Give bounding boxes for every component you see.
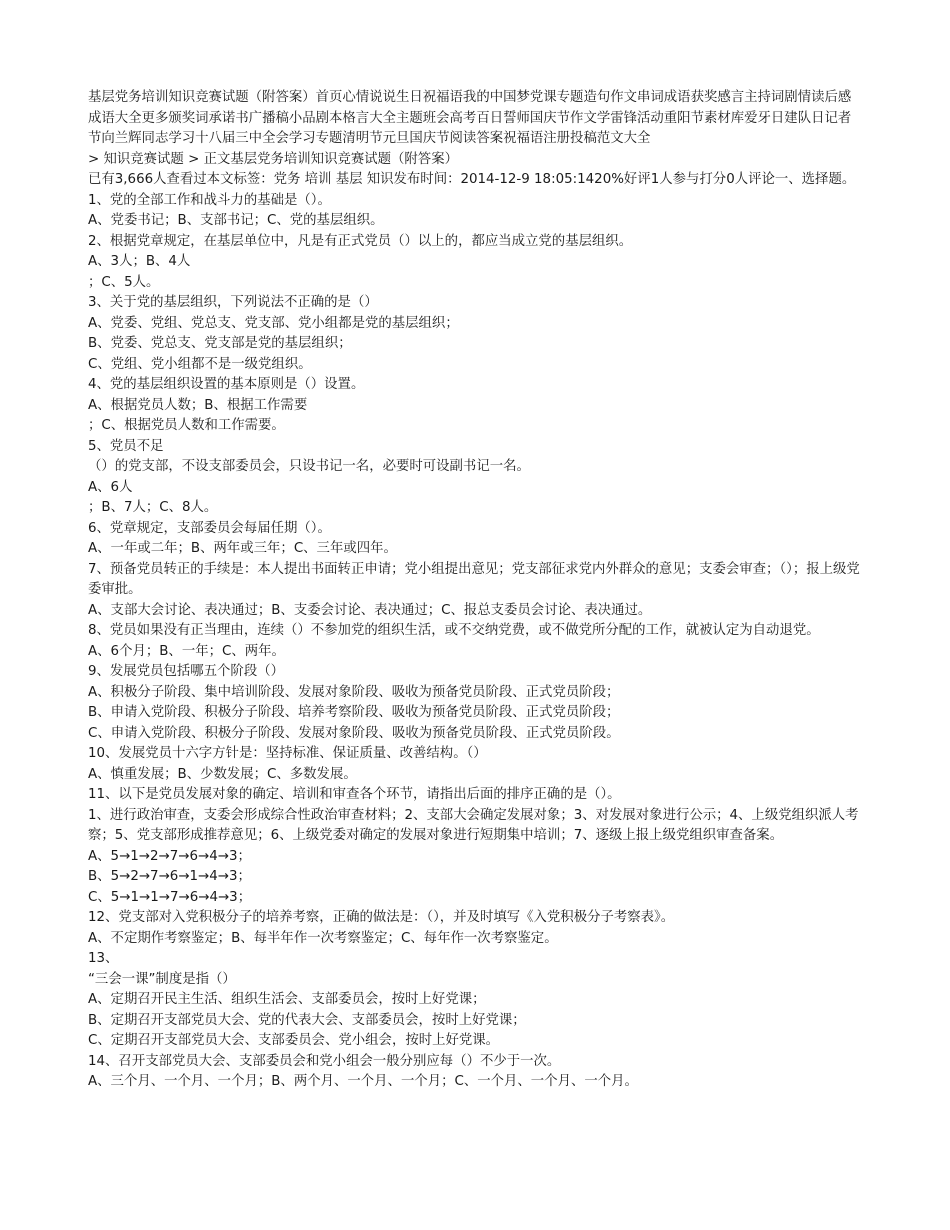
content-line: 9、发展党员包括哪五个阶段（） <box>88 664 284 679</box>
content-line: 13、 <box>88 951 119 966</box>
content-line: A、3人；B、4人 <box>88 254 191 269</box>
article-body <box>88 191 860 1093</box>
content-line: A、6人 <box>88 479 133 495</box>
content-line: ；C、5人。 <box>88 274 160 290</box>
content-line: 2、根据党章规定，在基层单位中，凡是有正式党员（）以上的，都应当成立党的基层组织。 <box>88 233 633 249</box>
content-line: 12、党支部对入党积极分子的培养考察，正确的做法是：（），并及时填写《入党积极分子考察表》。 <box>88 910 675 925</box>
content-line: 5、党员不足 <box>88 438 164 454</box>
breadcrumb-current: 正文基层党务培训知识竞赛试题（附答案） <box>203 151 458 167</box>
content-line: 7、预备党员转正的手续是：本人提出书面转正申请；党小组提出意见；党支部征求党内外群众的意见；支委会审查；（）；报上级党委审批。 <box>88 561 860 597</box>
content-line: C、申请入党阶段、积极分子阶段、发展对象阶段、吸收为预备党员阶段、正式党员阶段。 <box>88 725 620 741</box>
content-line: A、积极分子阶段、集中培训阶段、发展对象阶段、吸收为预备党员阶段、正式党员阶段； <box>88 684 620 700</box>
content-line: C、党组、党小组都不是一级党组织。 <box>88 356 312 372</box>
content-line: B、党委、党总支、党支部是党的基层组织； <box>88 336 352 351</box>
content-line: A、不定期作考察鉴定；B、每半年作一次考察鉴定；C、每年作一次考察鉴定。 <box>88 930 558 946</box>
header-title-and-nav: 基层党务培训知识竞赛试题（附答案）首页心情说说生日祝福语我的中国梦党课专题造句作文串词成语获奖感言主持词剧情读后感成语大全更多颁奖词承诺书广播稿小品剧本格言大全主题班会高考百日誓师国庆节作文学雷锋活动重阳节素材库爱牙日建队日记者节向兰辉同志学习十八届三中全会学习专题清明节元旦国庆节阅读答案祝福语注册投稿范文大全 <box>88 90 852 146</box>
content-line: 6、党章规定，支部委员会每届任期（）。 <box>88 520 331 536</box>
content-line: ；B、7人；C、8人。 <box>88 500 218 515</box>
breadcrumb-category-link[interactable]: 知识竞赛试题 <box>103 151 184 167</box>
breadcrumb <box>88 150 860 171</box>
content-line: 11、以下是党员发展对象的确定、培训和审查各个环节，请指出后面的排序正确的是（）。 <box>88 787 621 802</box>
content-line: 4、党的基层组织设置的基本原则是（）设置。 <box>88 377 365 392</box>
content-line: A、三个月、一个月、一个月；B、两个月、一个月、一个月；C、一个月、一个月、一个月。 <box>88 1074 638 1089</box>
content-line: ；C、根据党员人数和工作需要。 <box>88 418 285 433</box>
content-line: 1、进行政治审查，支委会形成综合性政治审查材料；2、支部大会确定发展对象；3、对发展对象进行公示；4、上级党组织派人考察；5、党支部形成推荐意见；6、上级党委对确定的发展对象进行短期集中培训；7、逐级上报上级党组织审查备案。 <box>88 807 859 843</box>
content-line: B、定期召开支部党员大会、党的代表大会、支部委员会，按时上好党课； <box>88 1012 526 1028</box>
content-line: A、定期召开民主生活、组织生活会、支部委员会，按时上好党课； <box>88 992 486 1007</box>
breadcrumb-separator: > <box>88 151 104 167</box>
content-line: 14、召开支部党员大会、支部委员会和党小组会一般分别应每（）不少于一次。 <box>88 1053 561 1069</box>
content-line: （）的党支部，不设支部委员会，只设书记一名，必要时可设副书记一名。 <box>88 459 530 474</box>
content-line: A、根据党员人数；B、根据工作需要 <box>88 397 308 413</box>
content-line: A、党委、党组、党总支、党支部、党小组都是党的基层组织； <box>88 315 459 331</box>
content-line: B、申请入党阶段、积极分子阶段、培养考察阶段、吸收为预备党员阶段、正式党员阶段； <box>88 705 620 720</box>
content-line: 8、党员如果没有正当理由，连续（）不参加党的组织生活，或不交纳党费，或不做党所分配的工作，就被认定为自动退党。 <box>88 623 820 638</box>
content-line: “三会一课”制度是指（） <box>88 971 236 987</box>
content-line: C、5→1→1→7→6→4→3； <box>88 889 252 905</box>
article-meta: 已有3,666人查看过本文标签：党务 培训 基层 知识发布时间：2014-12-9 18:05:1420%好评1人参与打分0人评论一、选择题。 <box>88 172 856 187</box>
content-line: A、5→1→2→7→6→4→3； <box>88 848 251 864</box>
content-line: A、支部大会讨论、表决通过；B、支委会讨论、表决通过；C、报总支委员会讨论、表决通过。 <box>88 602 652 618</box>
content-line: C、定期召开支部党员大会、支部委员会、党小组会，按时上好党课。 <box>88 1033 500 1048</box>
content-line: A、一年或二年；B、两年或三年；C、三年或四年。 <box>88 541 397 556</box>
content-line: A、党委书记；B、支部书记；C、党的基层组织。 <box>88 213 384 228</box>
content-line: 10、发展党员十六字方针是：坚持标准、保证质量、改善结构。（） <box>88 746 487 761</box>
content-line: B、5→2→7→6→1→4→3； <box>88 869 251 884</box>
content-line: A、慎重发展；B、少数发展；C、多数发展。 <box>88 766 357 782</box>
content-line: A、6个月；B、一年；C、两年。 <box>88 643 285 659</box>
content-line: 1、党的全部工作和战斗力的基础是（）。 <box>88 192 331 208</box>
breadcrumb-separator: > <box>183 151 204 167</box>
content-line: 3、关于党的基层组织，下列说法不正确的是（） <box>88 295 378 310</box>
